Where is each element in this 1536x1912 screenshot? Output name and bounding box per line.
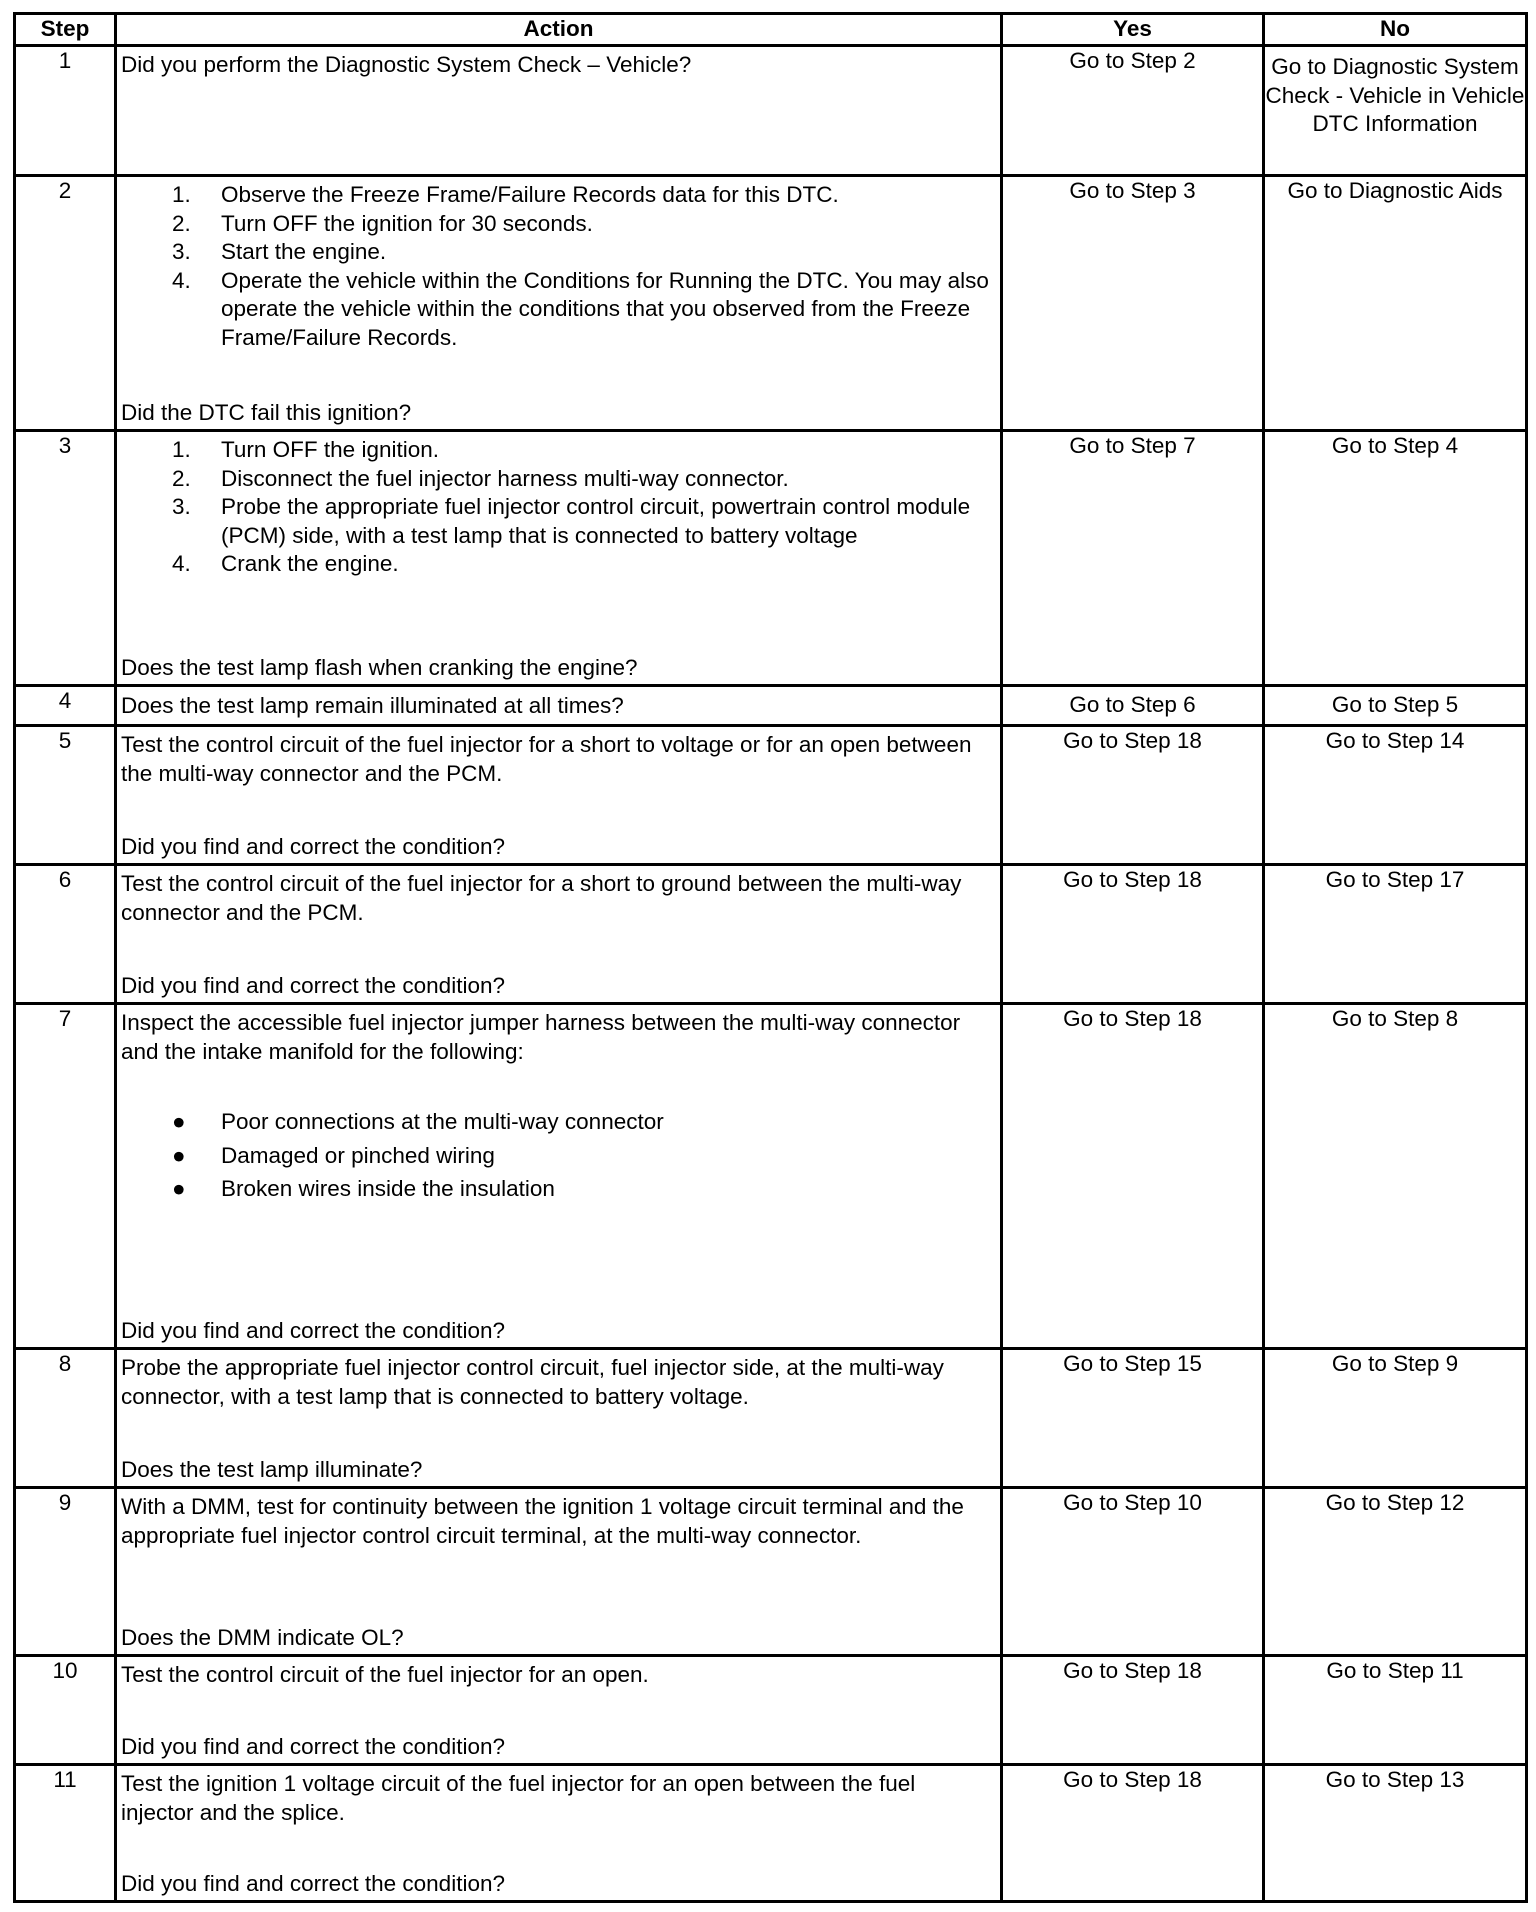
yes-link[interactable]: Go to Step 18 (1002, 1004, 1264, 1349)
action-steps-list (121, 436, 992, 579)
action-cell (116, 1488, 1002, 1656)
list-item: 3. Probe the appropriate fuel injector control circuit, powertrain control module (PCM) side, with a test lamp that is connected to battery voltage (172, 494, 971, 548)
list-item: 1. Turn OFF the ignition. (172, 437, 440, 462)
yes-link[interactable]: Go to Step 18 (1002, 865, 1264, 1004)
action-cell (116, 865, 1002, 1004)
table-row (15, 865, 1527, 1004)
step-number: 10 (15, 1656, 116, 1765)
action-cell (116, 1656, 1002, 1765)
table-row (15, 431, 1527, 686)
action-cell (116, 176, 1002, 431)
step-number: 9 (15, 1488, 116, 1656)
action-text: Test the ignition 1 voltage circuit of the fuel injector for an open between the fuel injector and the splice. (121, 1771, 916, 1825)
yes-link[interactable]: Go to Step 7 (1002, 431, 1264, 686)
no-link[interactable]: Go to Step 9 (1264, 1349, 1527, 1488)
diagnostic-table (13, 12, 1528, 1903)
action-text: Probe the appropriate fuel injector control circuit, fuel injector side, at the multi-way connector, with a test lamp that is connected to battery voltage. (121, 1355, 944, 1409)
no-link[interactable]: Go to Step 8 (1264, 1004, 1527, 1349)
list-item: 2. Disconnect the fuel injector harness multi-way connector. (172, 465, 789, 491)
table-row (15, 1004, 1527, 1349)
action-question: Does the DMM indicate OL? (121, 1624, 404, 1650)
action-question: Did the DTC fail this ignition? (121, 399, 412, 425)
action-text: Did you perform the Diagnostic System Check – Vehicle? (121, 52, 692, 77)
action-question: Does the test lamp illuminate? (121, 1456, 423, 1482)
step-number: 6 (15, 865, 116, 1004)
step-number: 8 (15, 1349, 116, 1488)
header-action: Action (116, 14, 1002, 46)
step-number: 1 (15, 46, 116, 176)
table-row (15, 1656, 1527, 1765)
action-question: Does the test lamp remain illuminated at all times? (121, 693, 624, 719)
no-link[interactable]: Go to Diagnostic Aids (1264, 176, 1527, 431)
no-link[interactable]: Go to Step 12 (1264, 1488, 1527, 1656)
yes-link[interactable]: Go to Step 2 (1002, 46, 1264, 176)
action-steps-list (121, 181, 992, 352)
yes-link[interactable]: Go to Step 18 (1002, 1656, 1264, 1765)
yes-link[interactable]: Go to Step 18 (1002, 726, 1264, 865)
list-item: ● Poor connections at the multi-way connector (172, 1109, 664, 1134)
action-cell (116, 1349, 1002, 1488)
action-question: Does the test lamp flash when cranking the engine? (121, 654, 638, 680)
header-yes: Yes (1002, 14, 1264, 46)
list-item: ● Damaged or pinched wiring (172, 1142, 495, 1168)
action-question: Did you find and correct the condition? (121, 972, 505, 998)
action-text: Inspect the accessible fuel injector jumper harness between the multi-way connector and the intake manifold for the following: (121, 1010, 961, 1064)
table-row (15, 1488, 1527, 1656)
list-item: 4. Operate the vehicle within the Conditions for Running the DTC. You may also operate the vehicle within the conditions that you observed from the Freeze Frame/Failure Records. (172, 267, 989, 350)
step-number: 11 (15, 1765, 116, 1902)
action-text: With a DMM, test for continuity between the ignition 1 voltage circuit terminal and the appropriate fuel injector control circuit terminal, at the multi-way connector. (121, 1494, 964, 1548)
action-text: Test the control circuit of the fuel injector for an open. (121, 1662, 649, 1687)
list-item: 4. Crank the engine. (172, 551, 399, 576)
step-number: 3 (15, 431, 116, 686)
action-question: Did you find and correct the condition? (121, 1317, 505, 1343)
action-cell (116, 46, 1002, 176)
no-link[interactable]: Go to Diagnostic System Check - Vehicle in Vehicle DTC Information (1264, 46, 1527, 176)
no-link[interactable]: Go to Step 14 (1264, 726, 1527, 865)
action-cell (116, 686, 1002, 726)
action-cell (116, 726, 1002, 865)
table-row (15, 726, 1527, 865)
list-item: ● Broken wires inside the insulation (172, 1176, 555, 1201)
step-number: 2 (15, 176, 116, 431)
yes-link[interactable]: Go to Step 10 (1002, 1488, 1264, 1656)
yes-link[interactable]: Go to Step 6 (1002, 686, 1264, 726)
table-row (15, 176, 1527, 431)
action-cell (116, 1004, 1002, 1349)
step-number: 4 (15, 686, 116, 726)
action-text: Test the control circuit of the fuel injector for a short to ground between the multi-way connector and the PCM. (121, 871, 962, 925)
list-item: 2. Turn OFF the ignition for 30 seconds. (172, 210, 593, 236)
action-text: Test the control circuit of the fuel injector for a short to voltage or for an open between the multi-way connector and the PCM. (121, 732, 972, 786)
list-item: 3. Start the engine. (172, 239, 387, 264)
action-cell (116, 431, 1002, 686)
table-row (15, 686, 1527, 726)
action-question: Did you find and correct the condition? (121, 1870, 505, 1896)
no-link[interactable]: Go to Step 4 (1264, 431, 1527, 686)
action-cell (116, 1765, 1002, 1902)
yes-link[interactable]: Go to Step 15 (1002, 1349, 1264, 1488)
no-link[interactable]: Go to Step 5 (1264, 686, 1527, 726)
step-number: 7 (15, 1004, 116, 1349)
no-link[interactable]: Go to Step 17 (1264, 865, 1527, 1004)
no-link[interactable]: Go to Step 13 (1264, 1765, 1527, 1902)
table-row (15, 46, 1527, 176)
step-number: 5 (15, 726, 116, 865)
yes-link[interactable]: Go to Step 3 (1002, 176, 1264, 431)
bullet-list (121, 1108, 992, 1204)
action-question: Did you find and correct the condition? (121, 1733, 505, 1759)
no-link[interactable]: Go to Step 11 (1264, 1656, 1527, 1765)
header-no: No (1264, 14, 1527, 46)
header-step: Step (15, 14, 116, 46)
yes-link[interactable]: Go to Step 18 (1002, 1765, 1264, 1902)
table-row (15, 1349, 1527, 1488)
action-question: Did you find and correct the condition? (121, 833, 505, 859)
header-row (15, 14, 1527, 46)
list-item: 1. Observe the Freeze Frame/Failure Records data for this DTC. (172, 182, 839, 207)
table-row (15, 1765, 1527, 1902)
